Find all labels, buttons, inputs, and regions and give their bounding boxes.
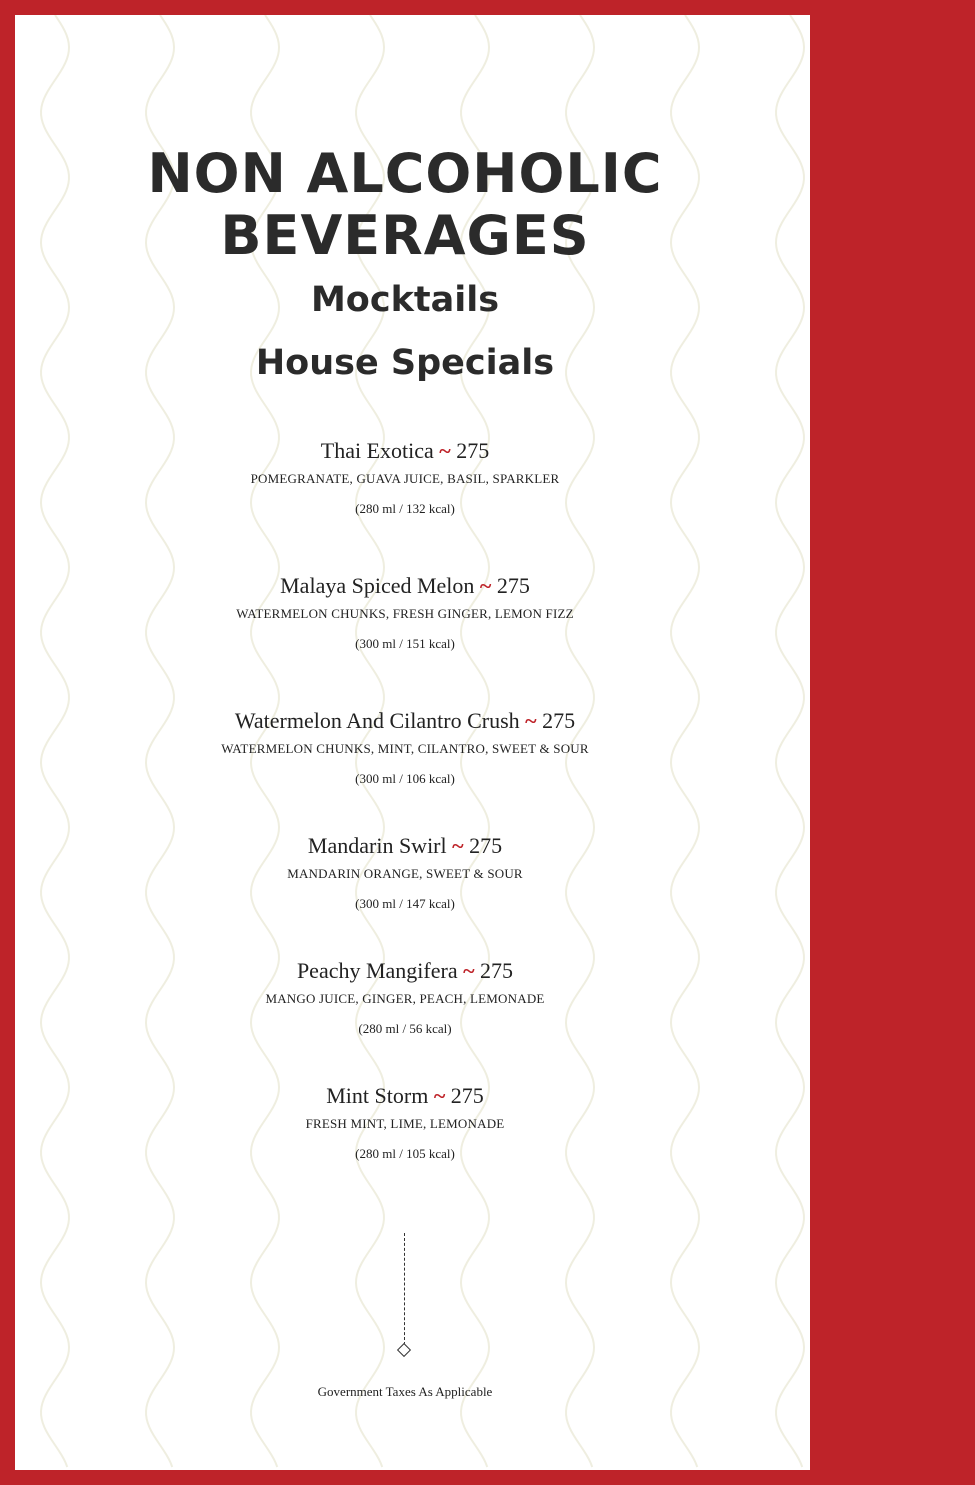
tilde-separator: ~ bbox=[525, 708, 537, 733]
menu-item-ingredients: FRESH MINT, LIME, LEMONADE bbox=[305, 1116, 505, 1131]
menu-item bbox=[15, 957, 795, 1038]
menu-item-ingredients: POMEGRANATE, GUAVA JUICE, BASIL, SPARKLER bbox=[250, 471, 560, 486]
tilde-separator: ~ bbox=[439, 438, 451, 463]
dashed-divider bbox=[404, 1233, 405, 1345]
diamond-icon bbox=[397, 1343, 411, 1357]
menu-item-volume-calories: (280 ml / 56 kcal) bbox=[358, 1021, 452, 1036]
menu-item-title bbox=[15, 832, 795, 860]
menu-item-price: 275 bbox=[496, 573, 530, 598]
tilde-separator: ~ bbox=[433, 1083, 446, 1108]
menu-item-title bbox=[15, 437, 795, 465]
menu-item-volume-calories: (300 ml / 106 kcal) bbox=[355, 771, 455, 786]
menu-item-price: 275 bbox=[480, 958, 514, 983]
menu-item bbox=[15, 572, 795, 653]
menu-item-volume-calories: (300 ml / 147 kcal) bbox=[355, 896, 455, 911]
tilde-separator: ~ bbox=[479, 573, 492, 598]
section-title-house-specials: House Specials bbox=[255, 343, 555, 383]
menu-item-name: Watermelon And Cilantro Crush bbox=[234, 708, 520, 733]
tilde-separator: ~ bbox=[463, 958, 475, 983]
menu-item-price: 275 bbox=[542, 708, 576, 733]
menu-item bbox=[15, 1082, 795, 1163]
menu-page bbox=[15, 15, 810, 1470]
menu-item-volume-calories: (280 ml / 105 kcal) bbox=[355, 1146, 455, 1161]
menu-item-volume-calories: (300 ml / 151 kcal) bbox=[355, 636, 455, 651]
menu-title-line1: NON ALCOHOLIC bbox=[147, 142, 663, 205]
menu-item-ingredients: WATERMELON CHUNKS, FRESH GINGER, LEMON FIZZ bbox=[236, 606, 574, 621]
menu-item bbox=[15, 437, 795, 518]
menu-item-ingredients: MANGO JUICE, GINGER, PEACH, LEMONADE bbox=[265, 991, 545, 1006]
menu-item bbox=[15, 707, 795, 788]
menu-item-ingredients: WATERMELON CHUNKS, MINT, CILANTRO, SWEET & SOUR bbox=[221, 741, 589, 756]
menu-item-title bbox=[15, 1082, 795, 1110]
menu-item-name: Mandarin Swirl bbox=[307, 833, 447, 858]
menu-item-name: Malaya Spiced Melon bbox=[280, 573, 475, 598]
menu-item-title bbox=[15, 957, 795, 985]
menu-item-title bbox=[15, 572, 795, 600]
tilde-separator: ~ bbox=[452, 833, 464, 858]
menu-item-title bbox=[15, 707, 795, 735]
menu-item-name: Thai Exotica bbox=[320, 438, 434, 463]
tax-note: Government Taxes As Applicable bbox=[317, 1384, 493, 1399]
menu-item-ingredients: MANDARIN ORANGE, SWEET & SOUR bbox=[287, 866, 523, 881]
menu-title bbox=[15, 143, 795, 267]
menu-item-name: Peachy Mangifera bbox=[296, 958, 458, 983]
menu-item-price: 275 bbox=[469, 833, 503, 858]
section-title-mocktails: Mocktails bbox=[310, 280, 500, 320]
menu-item-price: 275 bbox=[450, 1083, 484, 1108]
menu-item-name: Mint Storm bbox=[326, 1083, 429, 1108]
menu-item bbox=[15, 832, 795, 913]
menu-item-price: 275 bbox=[456, 438, 490, 463]
menu-item-volume-calories: (280 ml / 132 kcal) bbox=[355, 501, 455, 516]
menu-title-line2: BEVERAGES bbox=[220, 204, 590, 267]
